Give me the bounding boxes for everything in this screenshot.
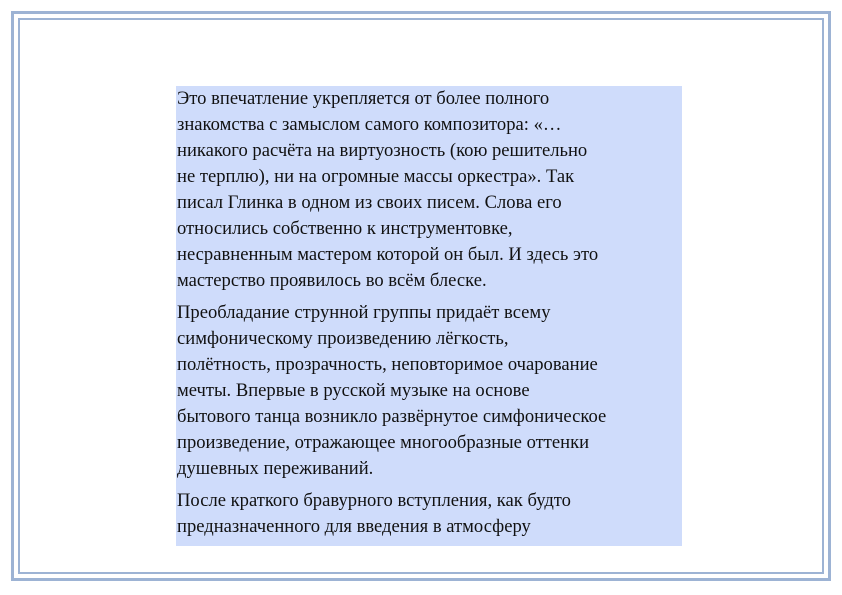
paragraph-3: После краткого бравурного вступления, как будто предназначенного для введения в атмосферу — [177, 490, 571, 537]
text-box — [176, 86, 682, 546]
paragraph-1: Это впечатление укрепляется от более полного знакомства с замыслом самого композитора: «… никакого расчёта на виртуозность (кою решительно не терплю), ни на огромные массы оркестра». Так писал Глинка в одном из своих писем. Слова его относились собственно к инструментовке, несравненным мастером которой он был. И здесь это мастерство проявилось во всём блеске. — [177, 88, 599, 291]
paragraph-2: Преобладание струнной группы придаёт всему симфоническому произведению лёгкость, полётность, прозрачность, неповторимое очарование мечты. Впервые в русской музыке на основе бытового танца возникло развёрнутое симфоническое произведение, отражающее многообразные оттенки душевных переживаний. — [177, 302, 607, 479]
